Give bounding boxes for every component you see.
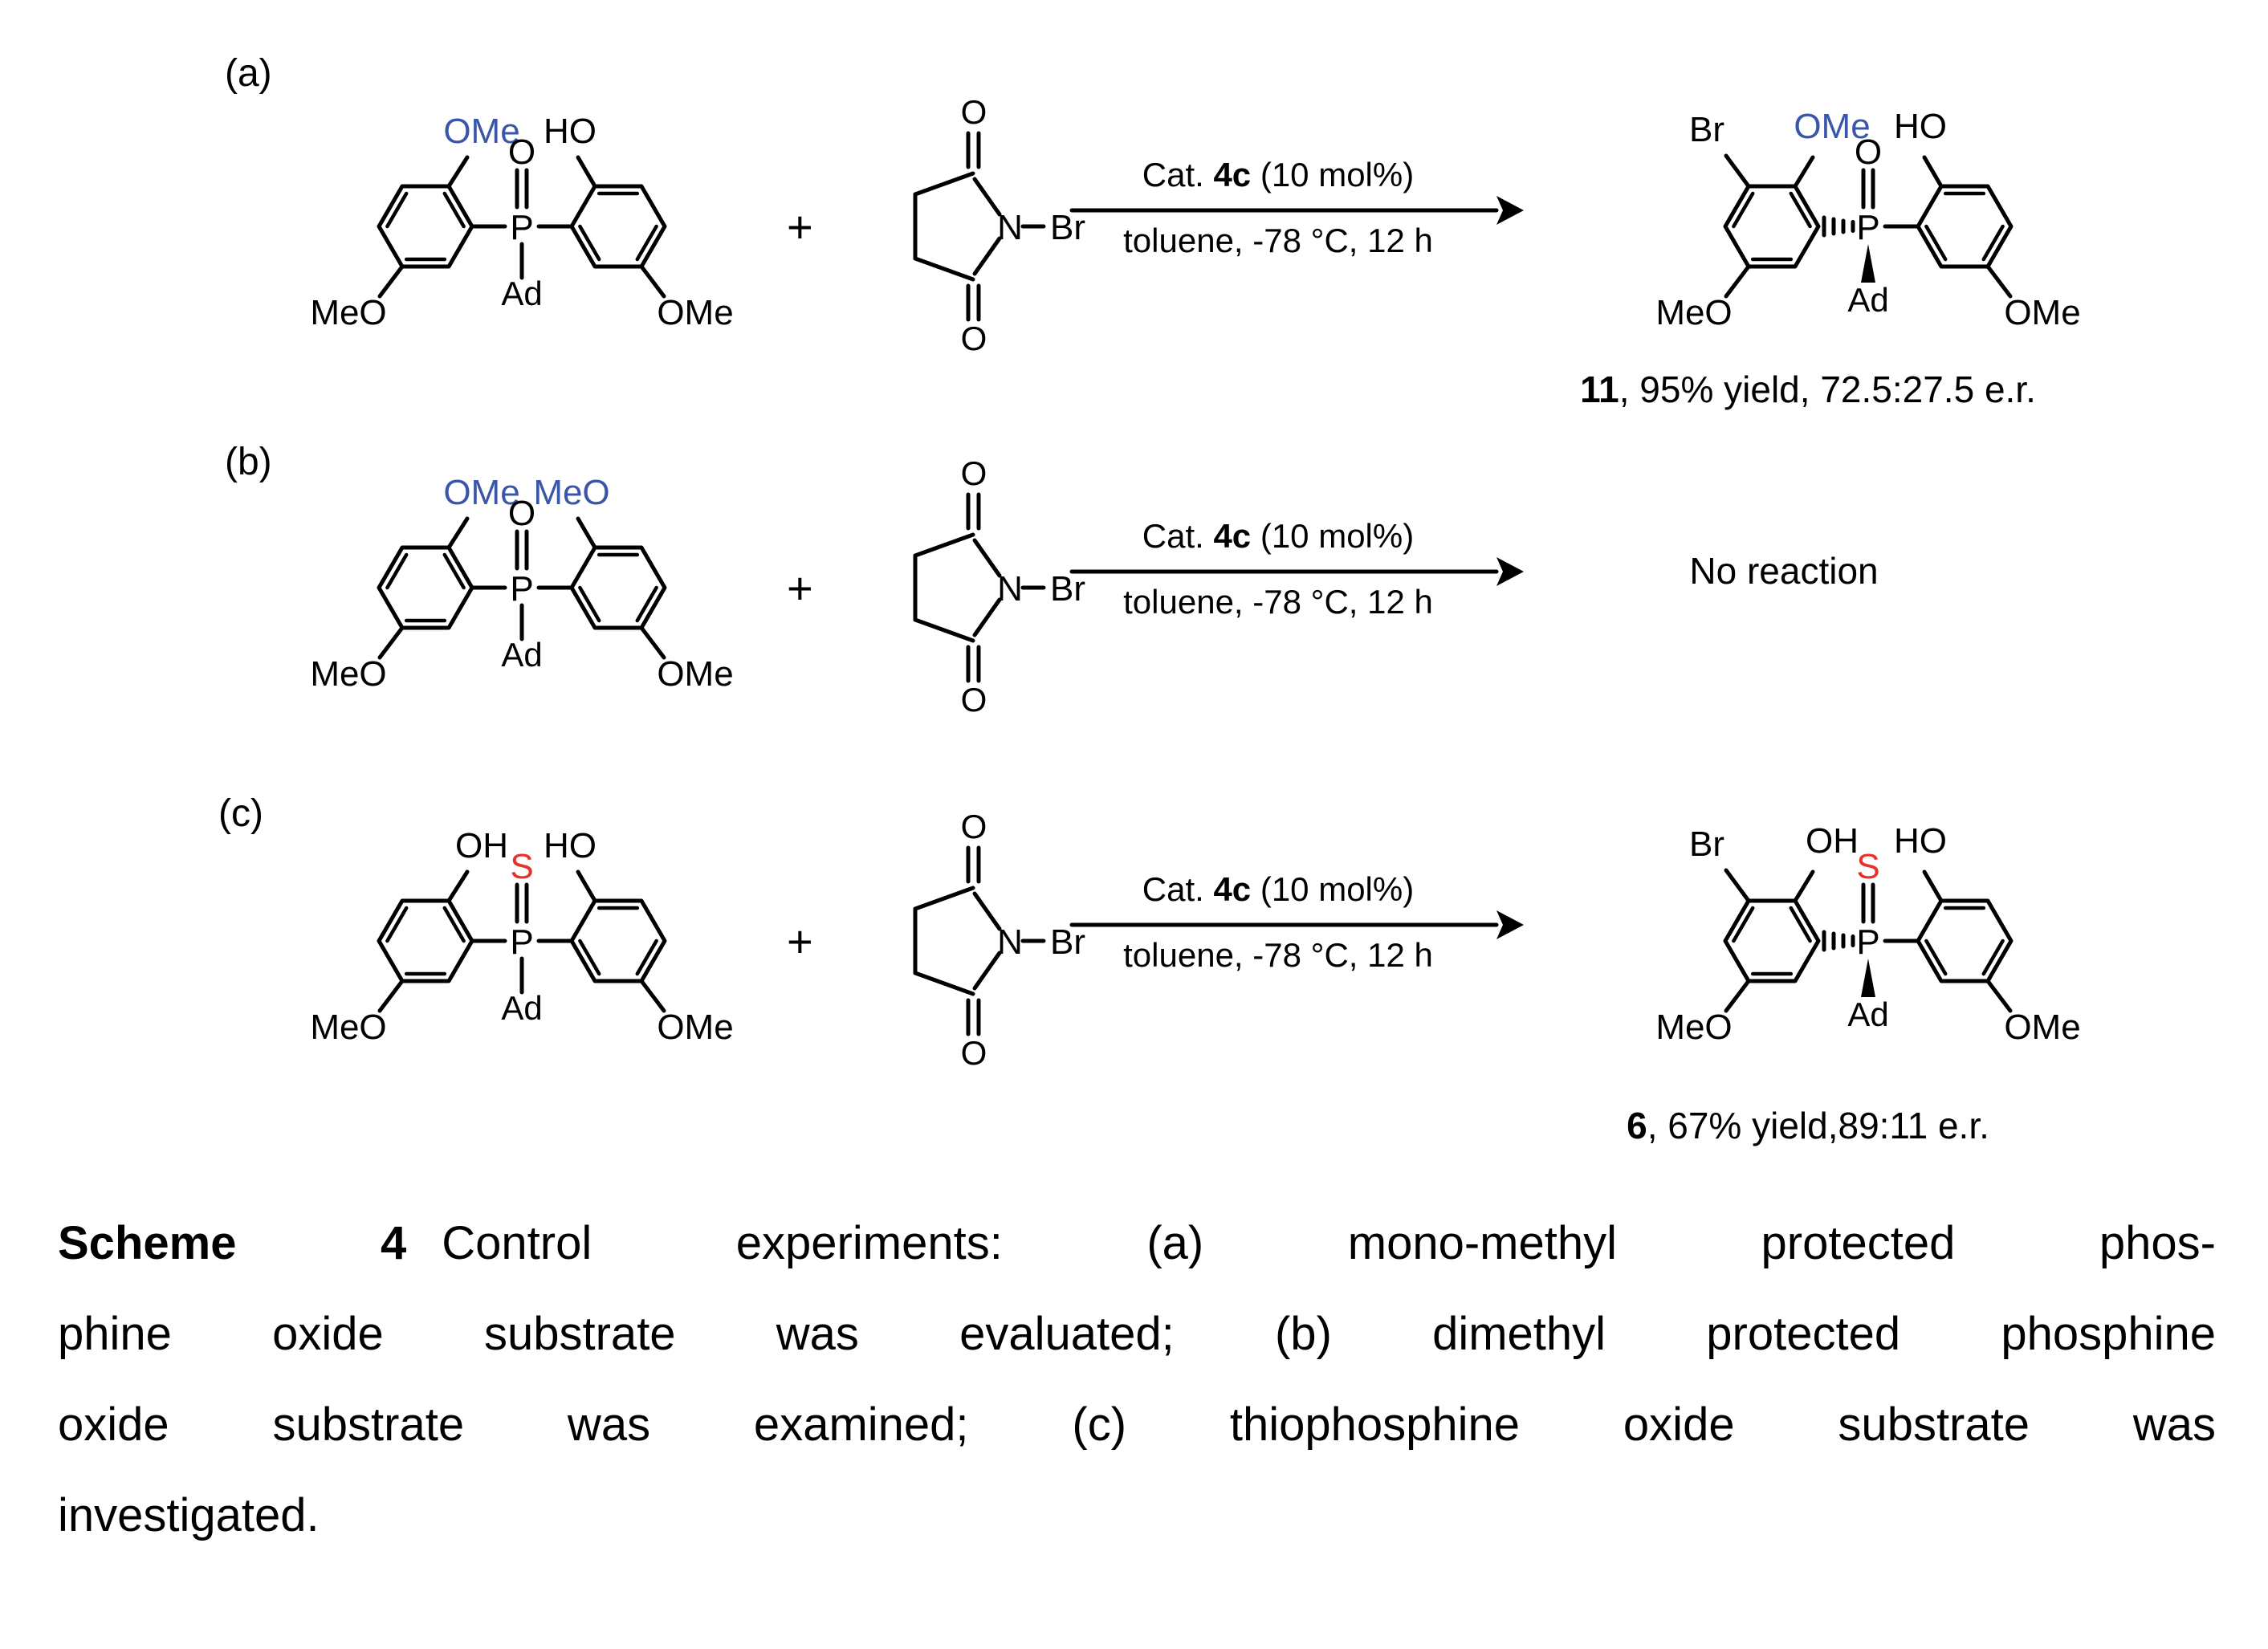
atom-label-nitrogen: N: [997, 922, 1023, 962]
atom-label-adamantyl: Ad: [1847, 996, 1889, 1033]
atom-label-o-bottom: O: [960, 681, 987, 719]
bond-skeleton: [915, 133, 1044, 320]
atom-label-adamantyl: Ad: [501, 275, 543, 312]
substrate-a-structure: [265, 90, 779, 355]
atom-label-bromine: Br: [1050, 569, 1085, 609]
conditions-below: toluene, -78 °C, 12 h: [1123, 583, 1433, 621]
atom-label-bromine: Br: [1050, 922, 1085, 962]
conditions-above: Cat. 4c (10 mol%): [1142, 156, 1415, 193]
caption-line-4: investigated.: [58, 1489, 320, 1541]
product-a-yield: 11, 95% yield, 72.5:27.5 e.r.: [1580, 368, 2036, 410]
atom-label-o-top: O: [960, 93, 987, 131]
product-c-yield: 6, 67% yield,89:11 e.r.: [1627, 1105, 1989, 1146]
atom-label-meo-bottom-left: MeO: [310, 1008, 387, 1047]
atom-label-ome-top-left: OMe: [443, 112, 520, 151]
atom-label-ome-bottom-right: OMe: [657, 654, 734, 694]
atom-label-o-top: O: [960, 808, 987, 845]
arrow-icon: [1072, 910, 1524, 939]
atom-label-o-bottom: O: [960, 320, 987, 357]
atom-label-meo-bottom-left: MeO: [1655, 1008, 1733, 1047]
atom-label-oxygen: O: [507, 494, 536, 533]
atom-label-ome-bottom-right: OMe: [2004, 1008, 2081, 1047]
atom-label-nitrogen: N: [997, 569, 1023, 609]
panel-label-b: (b): [225, 441, 272, 483]
atom-label-phosphorus: P: [510, 208, 534, 247]
scheme-number-label: Scheme 4: [58, 1217, 407, 1269]
reaction-arrow: [1068, 477, 1525, 662]
product-c-structure: [1519, 804, 2097, 1073]
atom-label-sulfur: S: [1856, 847, 1880, 886]
atom-label-phosphorus: P: [1856, 208, 1880, 247]
atom-label-oxygen: O: [507, 132, 536, 172]
atom-label-oh-top-left: OH: [1806, 821, 1859, 861]
atom-label-nitrogen: N: [997, 208, 1023, 247]
atom-label-bromine: Br: [1689, 110, 1724, 149]
atom-label-ho-top-right: HO: [1894, 107, 1947, 146]
arrow-icon: [1072, 557, 1524, 586]
arrow-icon: [1072, 196, 1524, 225]
conditions-above: Cat. 4c (10 mol%): [1142, 517, 1415, 555]
conditions-below: toluene, -78 °C, 12 h: [1123, 222, 1433, 259]
no-reaction-text: No reaction: [1689, 550, 1879, 592]
substrate-b-structure: [265, 451, 779, 716]
atom-label-ome-bottom-right: OMe: [657, 1008, 734, 1047]
atom-label-meo-bottom-left: MeO: [310, 293, 387, 332]
plus-sign: +: [787, 916, 813, 967]
atom-label-o-bottom: O: [960, 1034, 987, 1072]
atom-label-ome-top-left: OMe: [1794, 107, 1871, 146]
substrate-c-structure: [265, 804, 779, 1069]
plus-sign: +: [787, 563, 813, 613]
caption-line-3: oxide substrate was examined; (c) thiophosphine oxide substrate was: [58, 1399, 2216, 1451]
atom-label-phosphorus: P: [1856, 922, 1880, 962]
bond-skeleton: [915, 495, 1044, 681]
conditions-below: toluene, -78 °C, 12 h: [1123, 936, 1433, 974]
atom-label-o-top: O: [960, 454, 987, 492]
atom-label-phosphorus: P: [510, 569, 534, 609]
atom-label-adamantyl: Ad: [501, 989, 543, 1027]
atom-label-ho-top-right: HO: [544, 112, 597, 151]
atom-label-adamantyl: Ad: [501, 636, 543, 674]
nbs-structure: [853, 453, 1093, 718]
atom-label-sulfur: S: [510, 847, 534, 886]
conditions-above: Cat. 4c (10 mol%): [1142, 870, 1415, 908]
atom-label-ome-top-left: OMe: [443, 473, 520, 512]
atom-label-adamantyl: Ad: [1847, 281, 1889, 319]
atom-label-ome-bottom-right: OMe: [657, 293, 734, 332]
atom-label-bromine: Br: [1689, 824, 1724, 864]
atom-label-phosphorus: P: [510, 922, 534, 962]
panel-label-a: (a): [225, 52, 272, 95]
atom-label-oh-top-left: OH: [455, 826, 508, 865]
atom-label-ome-bottom-right: OMe: [2004, 293, 2081, 332]
atom-label-meo-bottom-left: MeO: [1655, 293, 1733, 332]
atom-label-oxygen: O: [1854, 132, 1883, 172]
caption-line-2: phine oxide substrate was evaluated; (b) dimethyl protected phosphine: [58, 1308, 2216, 1360]
atom-label-meo-bottom-left: MeO: [310, 654, 387, 694]
atom-label-bromine: Br: [1050, 208, 1085, 247]
scheme-caption: [58, 1198, 2216, 1561]
atom-label-ho-top-right: HO: [544, 826, 597, 865]
atom-label-meo-top-right: MeO: [533, 473, 610, 512]
nbs-structure: [853, 92, 1093, 356]
caption-line-1: Scheme 4 Control experiments: (a) mono-methyl protected phos-: [58, 1217, 2216, 1269]
reaction-arrow: [1068, 830, 1525, 1015]
product-a-structure: [1519, 90, 2097, 359]
atom-label-ho-top-right: HO: [1894, 821, 1947, 861]
panel-label-c: (c): [218, 792, 263, 835]
plus-sign: +: [787, 202, 813, 252]
reaction-arrow: [1068, 116, 1525, 300]
nbs-structure: [853, 806, 1093, 1071]
bond-skeleton: [915, 848, 1044, 1034]
